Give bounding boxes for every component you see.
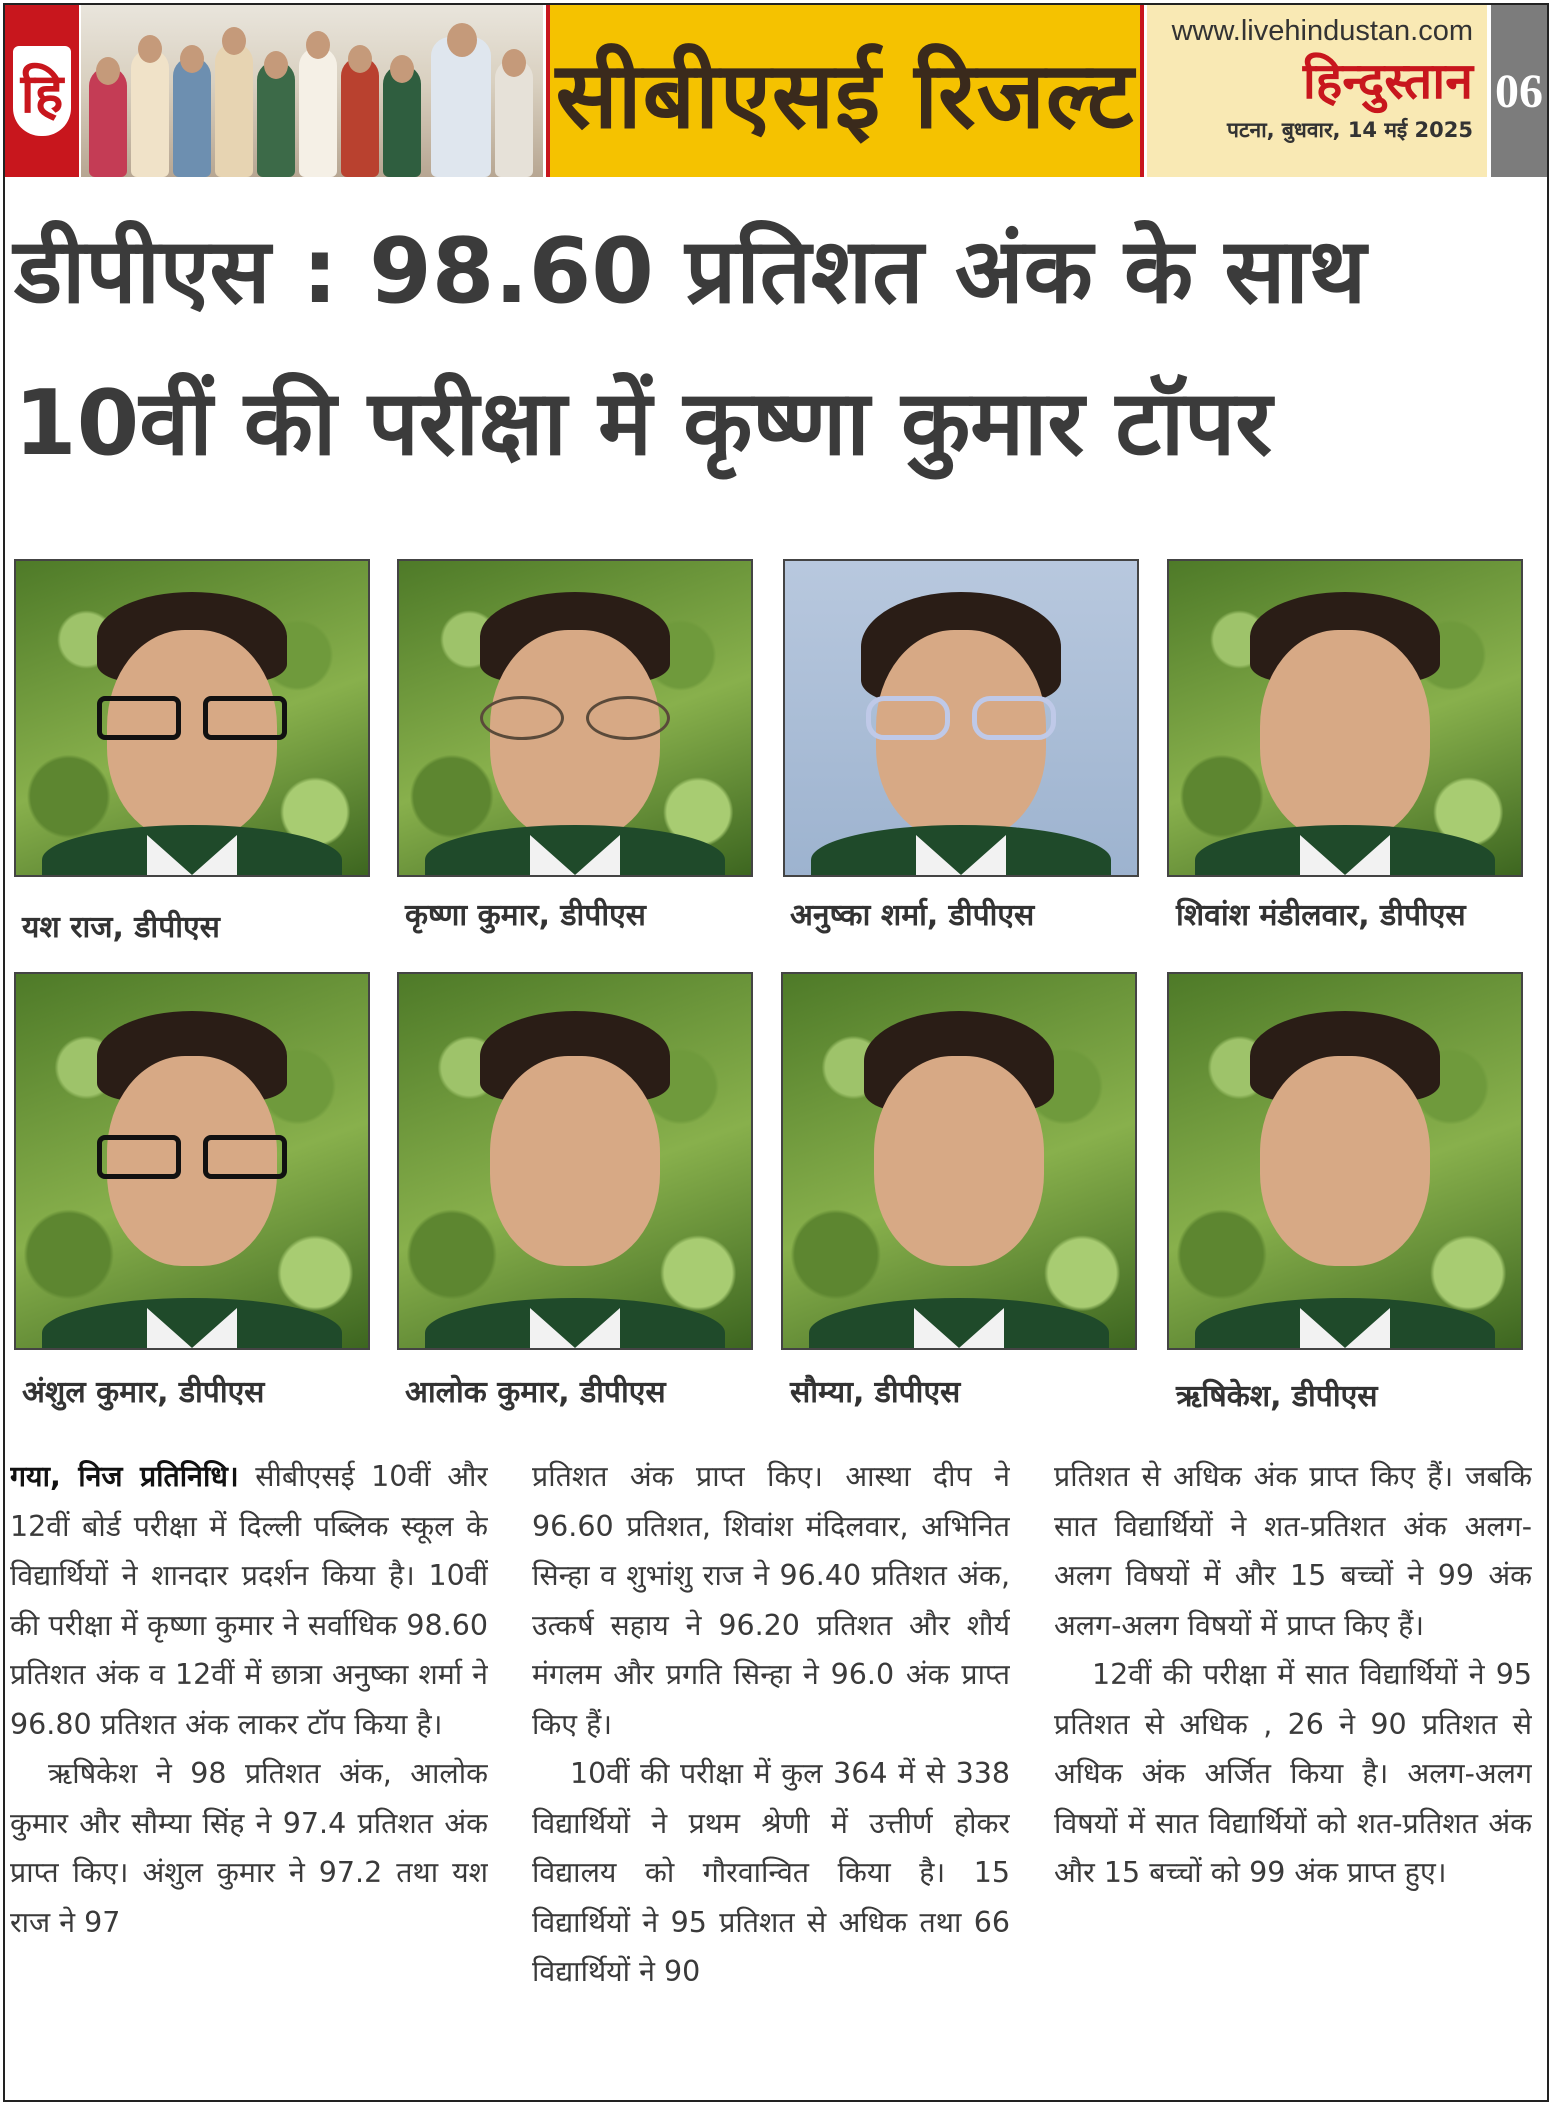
student-photo-1 <box>14 559 370 877</box>
photo-caption-8: ऋषिकेश, डीपीएस <box>1176 1379 1378 1414</box>
article-text: सीबीएसई 10वीं और 12वीं बोर्ड परीक्षा में दिल्ली पब्लिक स्कूल के विद्यार्थियों ने शानदार प्रदर्शन किया है। 10वीं की परीक्षा में कृष्णा कुमार ने सर्वाधिक 98.60 प्रतिशत अंक व 12वीं में छात्रा अनुष्का शर्मा ने 96.80 प्रतिशत अंक लाकर टॉप किया है। <box>10 1460 488 1741</box>
photo-caption-7: सौम्या, डीपीएस <box>790 1375 961 1410</box>
article-paragraph: प्रतिशत अंक प्राप्त किए। आस्था दीप ने 96.60 प्रतिशत, शिवांश मंदिलवार, अभिनित सिन्हा व शुभांशु राज ने 96.40 प्रतिशत अंक, उत्कर्ष सहाय ने 96.20 प्रतिशत और शौर्य मंगलम और प्रगति सिन्हा ने 96.0 अंक प्राप्त किए हैं। <box>532 1460 1010 1741</box>
student-photo-3 <box>783 559 1139 877</box>
photo-caption-4: शिवांश मंडीलवार, डीपीएस <box>1176 898 1466 933</box>
photo-caption-3: अनुष्का शर्मा, डीपीएस <box>790 898 1035 933</box>
crowd-illustration <box>81 5 543 177</box>
article-paragraph: 10वीं की परीक्षा में कुल 364 में से 338 विद्यार्थियों ने प्रथम श्रेणी में उत्तीर्ण होकर विद्यालय को गौरवान्वित किया है। 15 विद्यार्थियों ने 95 प्रतिशत से अधिक तथा 66 विद्यार्थियों ने 90 <box>532 1757 1010 1988</box>
article-paragraph: ऋषिकेश ने 98 प्रतिशत अंक, आलोक कुमार और सौम्या सिंह ने 97.4 प्रतिशत अंक प्राप्त किए। अंशुल कुमार ने 97.2 तथा यश राज ने 97 <box>10 1757 488 1939</box>
student-photo-4 <box>1167 559 1523 877</box>
site-url: www.livehindustan.com <box>1171 15 1473 47</box>
headline-line-1: डीपीएस : 98.60 प्रतिशत अंक के साथ <box>14 219 1367 324</box>
student-photo-8 <box>1167 972 1523 1350</box>
headline <box>14 196 1534 500</box>
article-paragraph <box>10 1452 488 1749</box>
photo-caption-1: यश राज, डीपीएस <box>22 910 220 945</box>
headline-line-2: 10वीं की परीक्षा में कृष्णा कुमार टॉपर <box>14 371 1273 476</box>
group-celebration-photo <box>81 5 543 177</box>
logo-glyph: हि <box>20 62 64 125</box>
article-byline: गया, निज प्रतिनिधि। <box>10 1460 239 1493</box>
section-title-band <box>546 5 1144 177</box>
brand-name: हिन्दुस्तान <box>1302 52 1473 110</box>
edition-dateline: पटना, बुधवार, 14 मई 2025 <box>1227 118 1473 142</box>
section-title: सीबीएसई रिजल्ट <box>555 41 1135 149</box>
student-photo-6 <box>397 972 753 1350</box>
student-photo-2 <box>397 559 753 877</box>
photo-caption-5: अंशुल कुमार, डीपीएस <box>22 1375 265 1410</box>
article-column-2 <box>532 1452 1010 2092</box>
logo-shield-icon <box>13 46 71 136</box>
article-paragraph: प्रतिशत से अधिक अंक प्राप्त किए हैं। जबकि सात विद्यार्थियों ने शत-प्रतिशत अंक अलग-अलग विषयों में और 15 बच्चों ने 99 अंक अलग-अलग विषयों में प्राप्त किए हैं। <box>1054 1460 1532 1642</box>
article-paragraph: 12वीं की परीक्षा में सात विद्यार्थियों ने 95 प्रतिशत से अधिक , 26 ने 90 प्रतिशत से अधिक अंक अर्जित किया है। अलग-अलग विषयों में सात विद्यार्थियों को शत-प्रतिशत अंक और 15 बच्चों को 99 अंक प्राप्त हुए। <box>1054 1658 1532 1889</box>
student-photo-5 <box>14 972 370 1350</box>
page-number: 06 <box>1491 5 1547 177</box>
article-column-1 <box>10 1452 488 2092</box>
hindustan-logo <box>5 5 79 177</box>
page-header <box>3 3 1549 179</box>
photo-caption-6: आलोक कुमार, डीपीएस <box>405 1375 666 1410</box>
photo-caption-2: कृष्णा कुमार, डीपीएस <box>405 898 646 933</box>
masthead <box>1147 5 1487 177</box>
article-column-3 <box>1054 1452 1532 2092</box>
student-photo-7 <box>781 972 1137 1350</box>
